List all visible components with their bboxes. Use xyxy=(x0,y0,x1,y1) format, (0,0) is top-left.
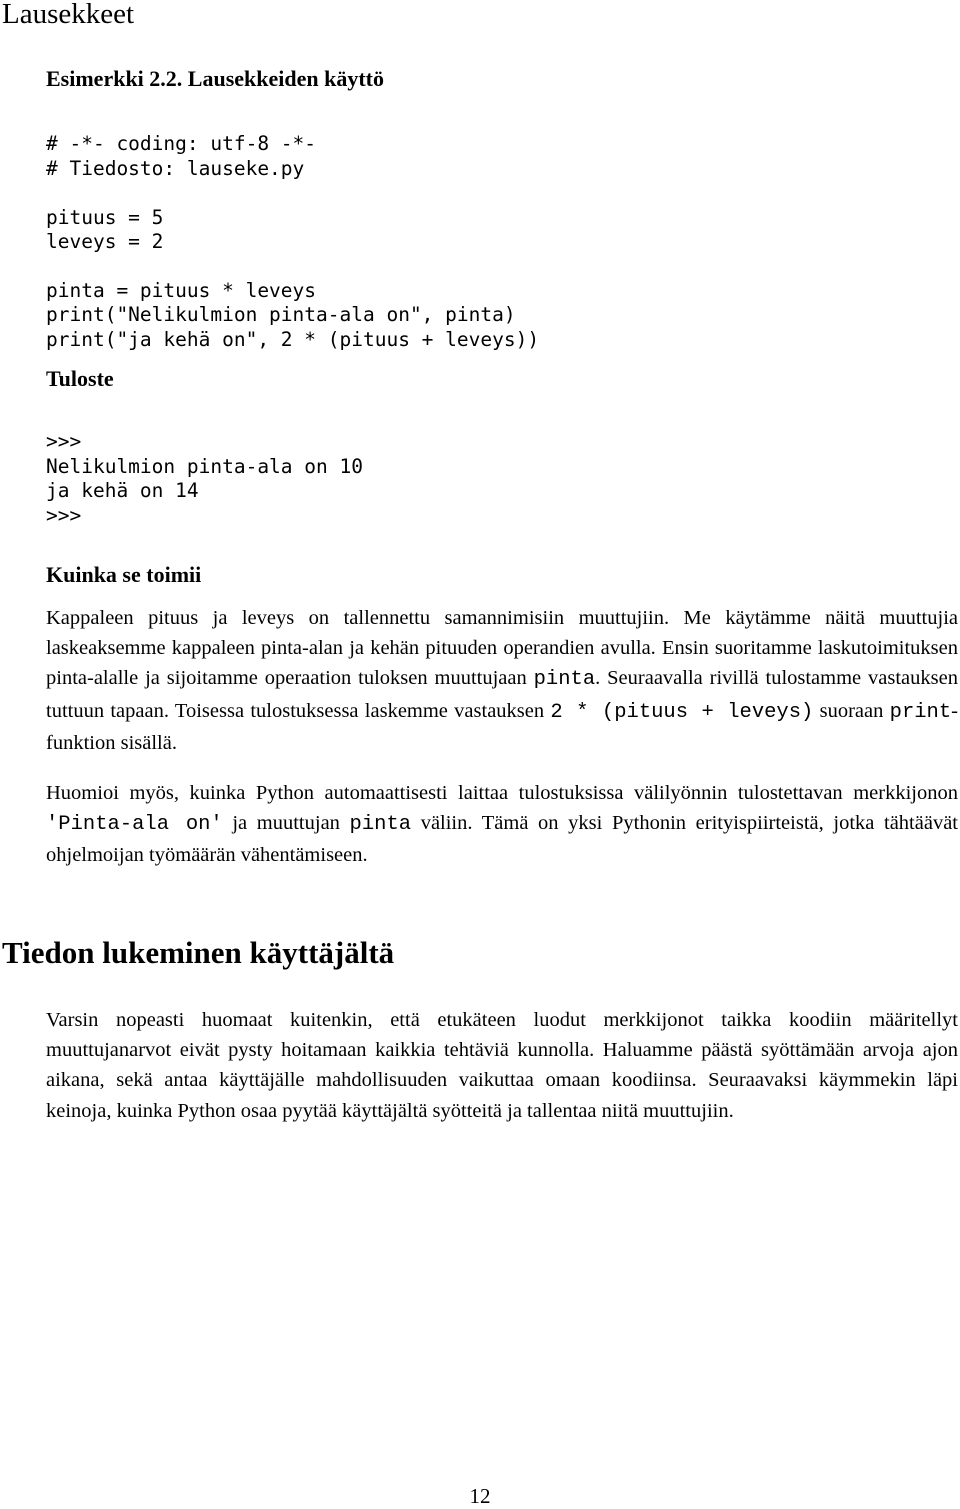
inline-code: 'Pinta-ala on' xyxy=(46,813,223,837)
text-run: Huomioi myös, kuinka Python automaattisesti laittaa tulostuksissa välilyönnin tulostettavan merkkijonon xyxy=(46,782,958,804)
output-listing xyxy=(46,406,363,552)
output-line: >>> xyxy=(46,503,82,527)
input-section-title: Tiedon lukeminen käyttäjältä xyxy=(2,935,395,970)
inline-code: pinta xyxy=(533,668,596,692)
output-line: >>> xyxy=(46,430,82,454)
text-run: ja muuttujan xyxy=(222,812,350,835)
inline-code: pinta xyxy=(349,813,412,837)
example-title: Esimerkki 2.2. Lausekkeiden käyttö xyxy=(46,66,384,91)
page-number: 12 xyxy=(469,1484,491,1508)
text-run: -funktion sisällä. xyxy=(46,699,958,754)
output-title: Tuloste xyxy=(46,366,114,391)
text-run: väliin. Tämä on yksi Pythonin erityispiirteistä, jotka tähtäävät ohjelmoijan työmäärän vähentämiseen. xyxy=(46,812,958,867)
text-run: . Seuraavalla rivillä tulostamme vastauksen tuttuun tapaan. Toisessa tulostuksessa laskemme vastauksen xyxy=(46,667,958,722)
text-run: Kappaleen pituus ja leveys on tallennettu samannimisiin muuttujiin. Me käytämme näitä muuttujia laskeaksemme kappaleen pinta-alan ja kehän pituuden operandien avulla. Ensin suoritamme laskutoimituksen pinta-alalle ja sijoitamme operaation tuloksen muuttujaan xyxy=(46,607,958,690)
output-line: Nelikulmion pinta-ala on 10 xyxy=(46,454,363,478)
section-title: Lausekkeet xyxy=(2,0,135,30)
inline-code: 2 * (pituus + leveys) xyxy=(550,700,814,724)
how-it-works-title: Kuinka se toimii xyxy=(46,562,202,587)
code-line: pinta = pituus * leveys xyxy=(46,278,317,302)
output-line: ja kehä on 14 xyxy=(46,479,199,503)
code-line: leveys = 2 xyxy=(46,230,164,254)
code-line: # -*- coding: utf-8 -*- xyxy=(46,132,317,156)
code-line xyxy=(46,181,539,205)
explanation-paragraph-1 xyxy=(46,603,958,758)
code-line xyxy=(46,254,539,278)
code-listing xyxy=(46,108,539,376)
inline-code: print xyxy=(889,700,952,724)
code-line: pituus = 5 xyxy=(46,205,164,229)
text-run: suoraan xyxy=(813,699,890,722)
code-line: print("Nelikulmion pinta-ala on", pinta) xyxy=(46,303,516,327)
code-line: # Tiedosto: lauseke.py xyxy=(46,156,305,180)
input-section-paragraph: Varsin nopeasti huomaat kuitenkin, että etukäteen luodut merkkijonot taikka koodiin määritellyt muuttujanarvot eivät pysty hoitamaan kaikkia tehtäviä kunnolla. Haluamme päästä syöttämään arvoja ajon aikana, sekä antaa käyttäjälle mahdollisuuden vaikuttaa omaan koodiinsa. Seuraavaksi käymmekin läpi keinoja, kuinka Python osaa pyytää käyttäjältä syötteitä ja tallentaa niitä muuttujiin. xyxy=(46,1009,958,1122)
explanation-paragraph-2 xyxy=(46,778,958,871)
code-line: print("ja kehä on", 2 * (pituus + leveys)) xyxy=(46,327,540,351)
